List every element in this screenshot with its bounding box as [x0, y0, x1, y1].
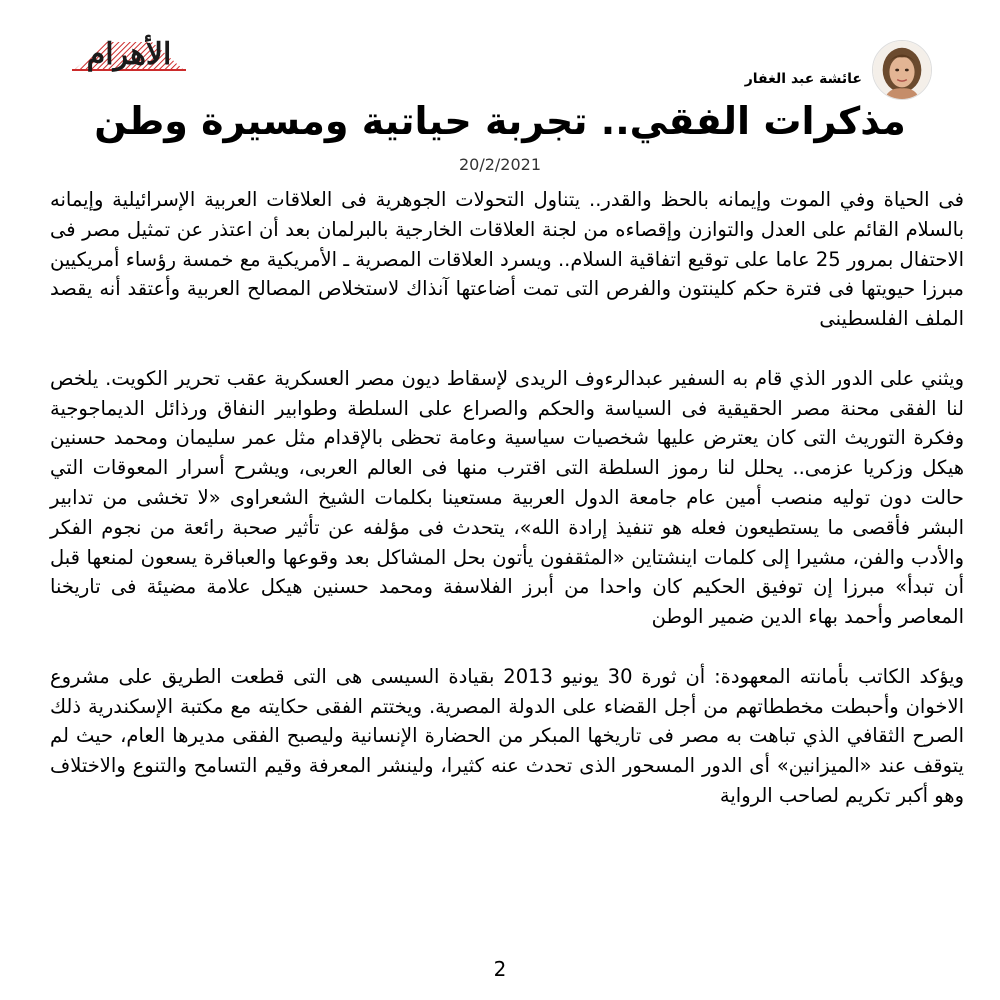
author-block — [745, 40, 932, 100]
page-number: 2 — [493, 957, 507, 981]
paragraph: ويثني على الدور الذي قام به السفير عبدالرءوف الريدى لإسقاط ديون مصر العسكرية عقب تحرير الكويت. يلخص لنا الفقى محنة مصر الحقيقية فى السياسة والحكم والصراع على السلطة وطوابير النفاق ورذائل الديماجوجية وفكرة التوريث التى كان يعترض عليها شخصيات سياسية وعامة تحظى بالإقدام مثل عمر سليمان ومحمد حسنين هيكل وزكريا عزمى.. يحلل لنا رموز السلطة التى اقترب منها فى العالم العربى، ويشرح أسرار المعوقات التي حالت دون توليه منصب أمين عام جامعة الدول العربية مستعينا بكلمات الشيخ الشعراوى «لا تخشى من تدابير البشر فأقصى ما يستطيعون فعله هو تنفيذ إرادة الله»، يتحدث فى مؤلفه عن تأثير صحبة رائعة من نجوم الفكر والأدب والفن، مشيرا إلى كلمات اينشتاين «المثقفون يأتون بحل المشاكل بعد وقوعها والعباقرة يسعون لمنعها قبل أن تبدأ» مبرزا إن توفيق الحكيم كان واحدا من أبرز الفلاسفة ومحمد حسنين هيكل علامة مضيئة فى تاريخنا المعاصر وأحمد بهاء الدين ضمير الوطن — [50, 366, 964, 629]
author-avatar — [872, 40, 932, 100]
article-date: 20/2/2021 — [458, 155, 542, 174]
paragraph: فى الحياة وفي الموت وإيمانه بالحظ والقدر.. يتناول التحولات الجوهرية فى العلاقات العربية الإسرائيلية وإيمانه بالسلام القائم على العدل والتوازن وإقصاءه من لجنة العلاقات الخارجية بالبرلمان بعد أن اعتذر عن تمثيل مصر فى الاحتفال بمرور 25 عاما على توقيع اتفاقية السلام.. ويسرد العلاقات المصرية ـ الأمريكية مع خمسة رؤساء أمريكيين مبرزا حيويتها فى فترة حكم كلينتون والفرص التى تمت أضاعتها آنذاك لاستخلاص المصالح العربية وأعتقد أنه يقصد الملف الفلسطينى — [50, 188, 964, 331]
author-name: عائشة عبد الغفار — [744, 71, 862, 87]
svg-text:الأهرام: الأهرام — [86, 37, 172, 72]
article-title: مذكرات الفقي.. تجربة حياتية ومسيرة وطن — [94, 99, 906, 143]
paragraph: ويؤكد الكاتب بأمانته المعهودة: أن ثورة 30 يونيو 2013 بقيادة السيسى هى التى قطعت الطريق على مشروع الاخوان وأحبطت مخططاتهم من أجل القضاء على الدولة المصرية. ويختتم الفقى حكايته مع مكتبة الإسكندرية ذلك الصرح الثقافي الذي تباهت به مصر فى تاريخها المبكر من الحضارة الإنسانية وليصبح الفقى مديرها العام، حيث لم يتوقف عند «الميزانين» أى الدور المسحور الذى تحدث عنه كثيرا، ولينشر المعرفة وقيم التسامح والتنوع والاختلاف وهو أكبر تكريم لصاحب الرواية — [50, 664, 964, 807]
article-body — [50, 185, 964, 811]
ahram-logo — [70, 28, 188, 74]
